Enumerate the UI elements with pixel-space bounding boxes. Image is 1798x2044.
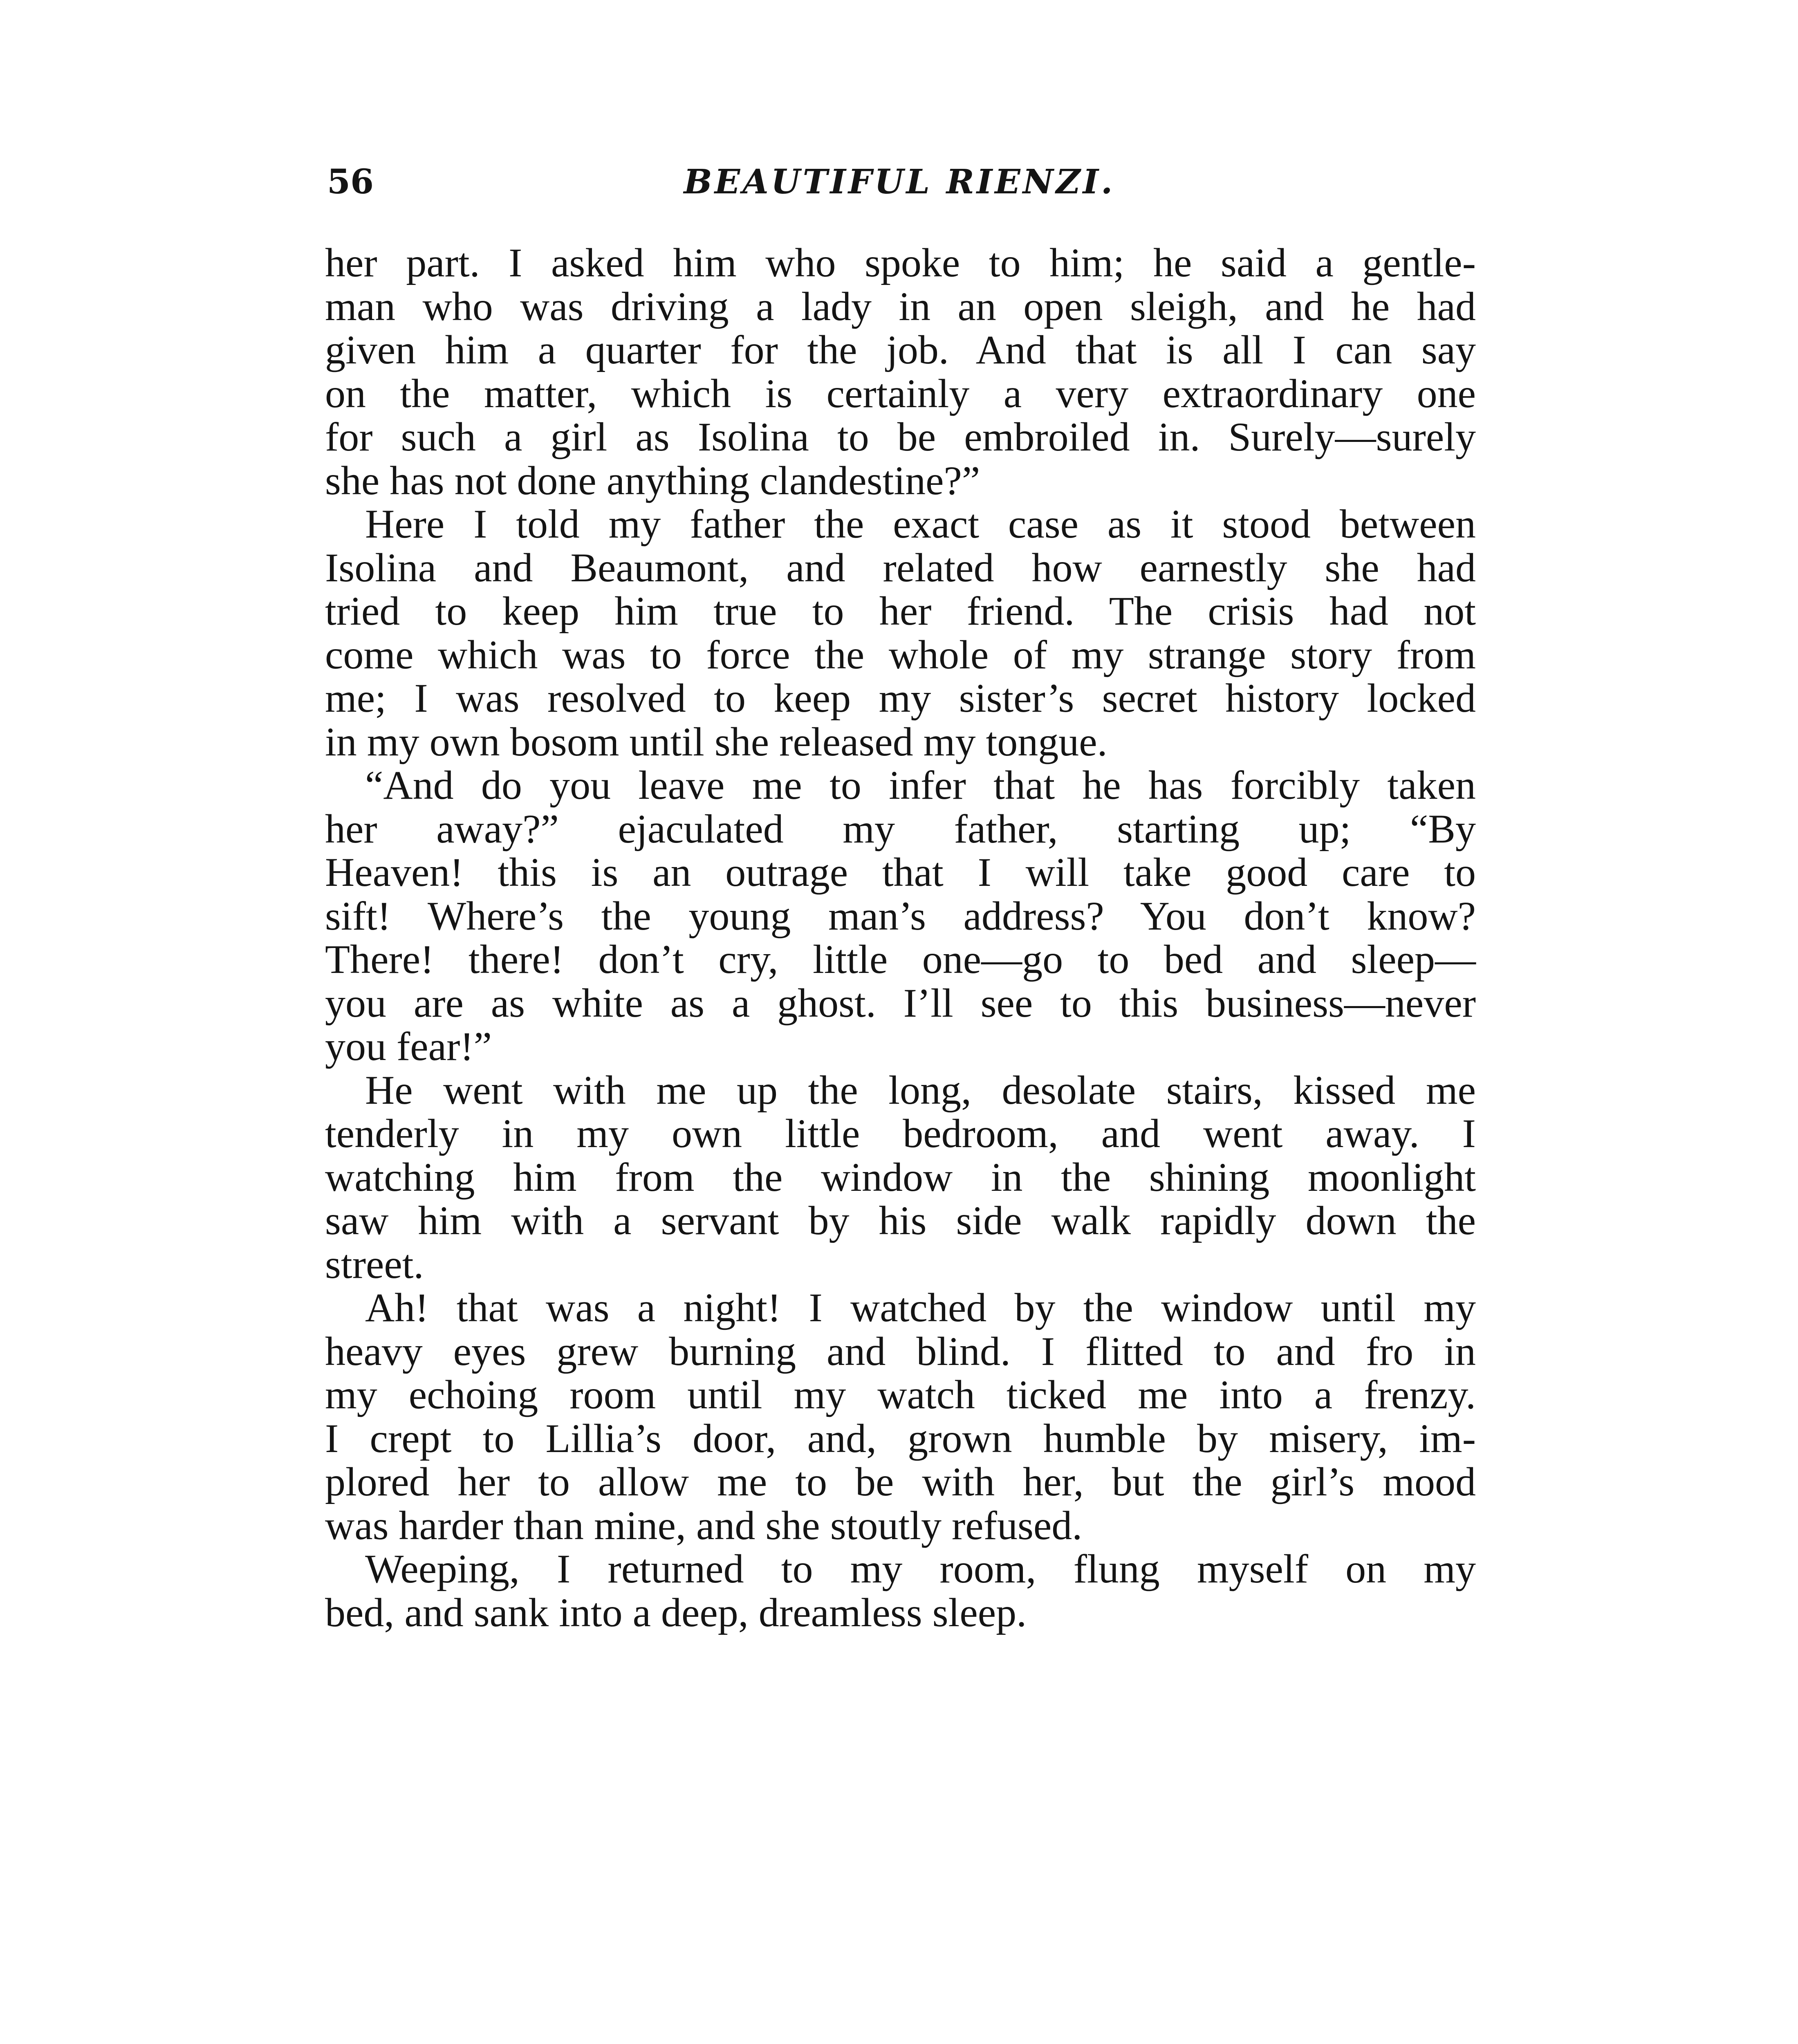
text-line: me; I was resolved to keep my sister’s secret history locked (325, 675, 1476, 721)
text-line: bed, and sank into a deep, dreamless sleep. (325, 1589, 1027, 1635)
text-line: her away?” ejaculated my father, starting up; “By (325, 806, 1476, 852)
text-line: I crept to Lillia’s door, and, grown humble by misery, im- (325, 1415, 1476, 1461)
text-line: heavy eyes grew burning and blind. I flitted to and fro in (325, 1328, 1476, 1374)
text-line: saw him with a servant by his side walk rapidly down the (325, 1198, 1476, 1243)
text-line: Isolina and Beaumont, and related how earnestly she had (325, 545, 1476, 590)
paragraph (325, 1547, 1476, 1634)
text-line: Ah! that was a night! I watched by the window until my (365, 1285, 1476, 1330)
text-line: Weeping, I returned to my room, flung myself on my (365, 1546, 1476, 1591)
text-line: on the matter, which is certainly a very extraordinary one (325, 370, 1476, 416)
paragraph (325, 502, 1476, 764)
text-line: tenderly in my own little bedroom, and went away. I (325, 1111, 1476, 1156)
text-line: she has not done anything clandestine?” (325, 457, 980, 503)
text-line: was harder than mine, and she stoutly refused. (325, 1502, 1083, 1548)
text-line: man who was driving a lady in an open sleigh, and he had (325, 283, 1476, 329)
paragraph (325, 241, 1476, 502)
text-line: for such a girl as Isolina to be embroiled in. Surely—surely (325, 414, 1476, 459)
text-line: plored her to allow me to be with her, but the girl’s mood (325, 1459, 1476, 1504)
text-line: There! there! don’t cry, little one—go to bed and sleep— (325, 937, 1476, 982)
text-line: Heaven! this is an outrage that I will take good care to (325, 849, 1476, 895)
paragraph (325, 764, 1476, 1069)
text-line: He went with me up the long, desolate stairs, kissed me (365, 1067, 1476, 1113)
paragraph (325, 1069, 1476, 1286)
text-line: come which was to force the whole of my strange story from (325, 632, 1476, 677)
text-line: her part. I asked him who spoke to him; he said a gentle- (325, 240, 1476, 285)
text-line: Here I told my father the exact case as it stood between (365, 501, 1476, 547)
text-line: in my own bosom until she released my tongue. (325, 719, 1107, 764)
body-text (325, 241, 1476, 1634)
text-line: sift! Where’s the young man’s address? You don’t know? (325, 893, 1476, 939)
text-line: given him a quarter for the job. And that is all I can say (325, 327, 1476, 372)
running-title: BEAUTIFUL RIENZI. (684, 162, 1115, 202)
text-line: you are as white as a ghost. I’ll see to this business—never (325, 980, 1476, 1026)
text-line: street. (325, 1241, 424, 1287)
text-line: “And do you leave me to infer that he has forcibly taken (365, 762, 1476, 808)
text-line: watching him from the window in the shining moonlight (325, 1154, 1476, 1200)
page-number: 56 (327, 162, 374, 202)
text-line: tried to keep him true to her friend. The crisis had not (325, 588, 1476, 634)
text-line: my echoing room until my watch ticked me into a frenzy. (325, 1372, 1476, 1417)
text-line: you fear!” (325, 1024, 492, 1069)
paragraph (325, 1286, 1476, 1547)
running-head (327, 161, 1472, 211)
